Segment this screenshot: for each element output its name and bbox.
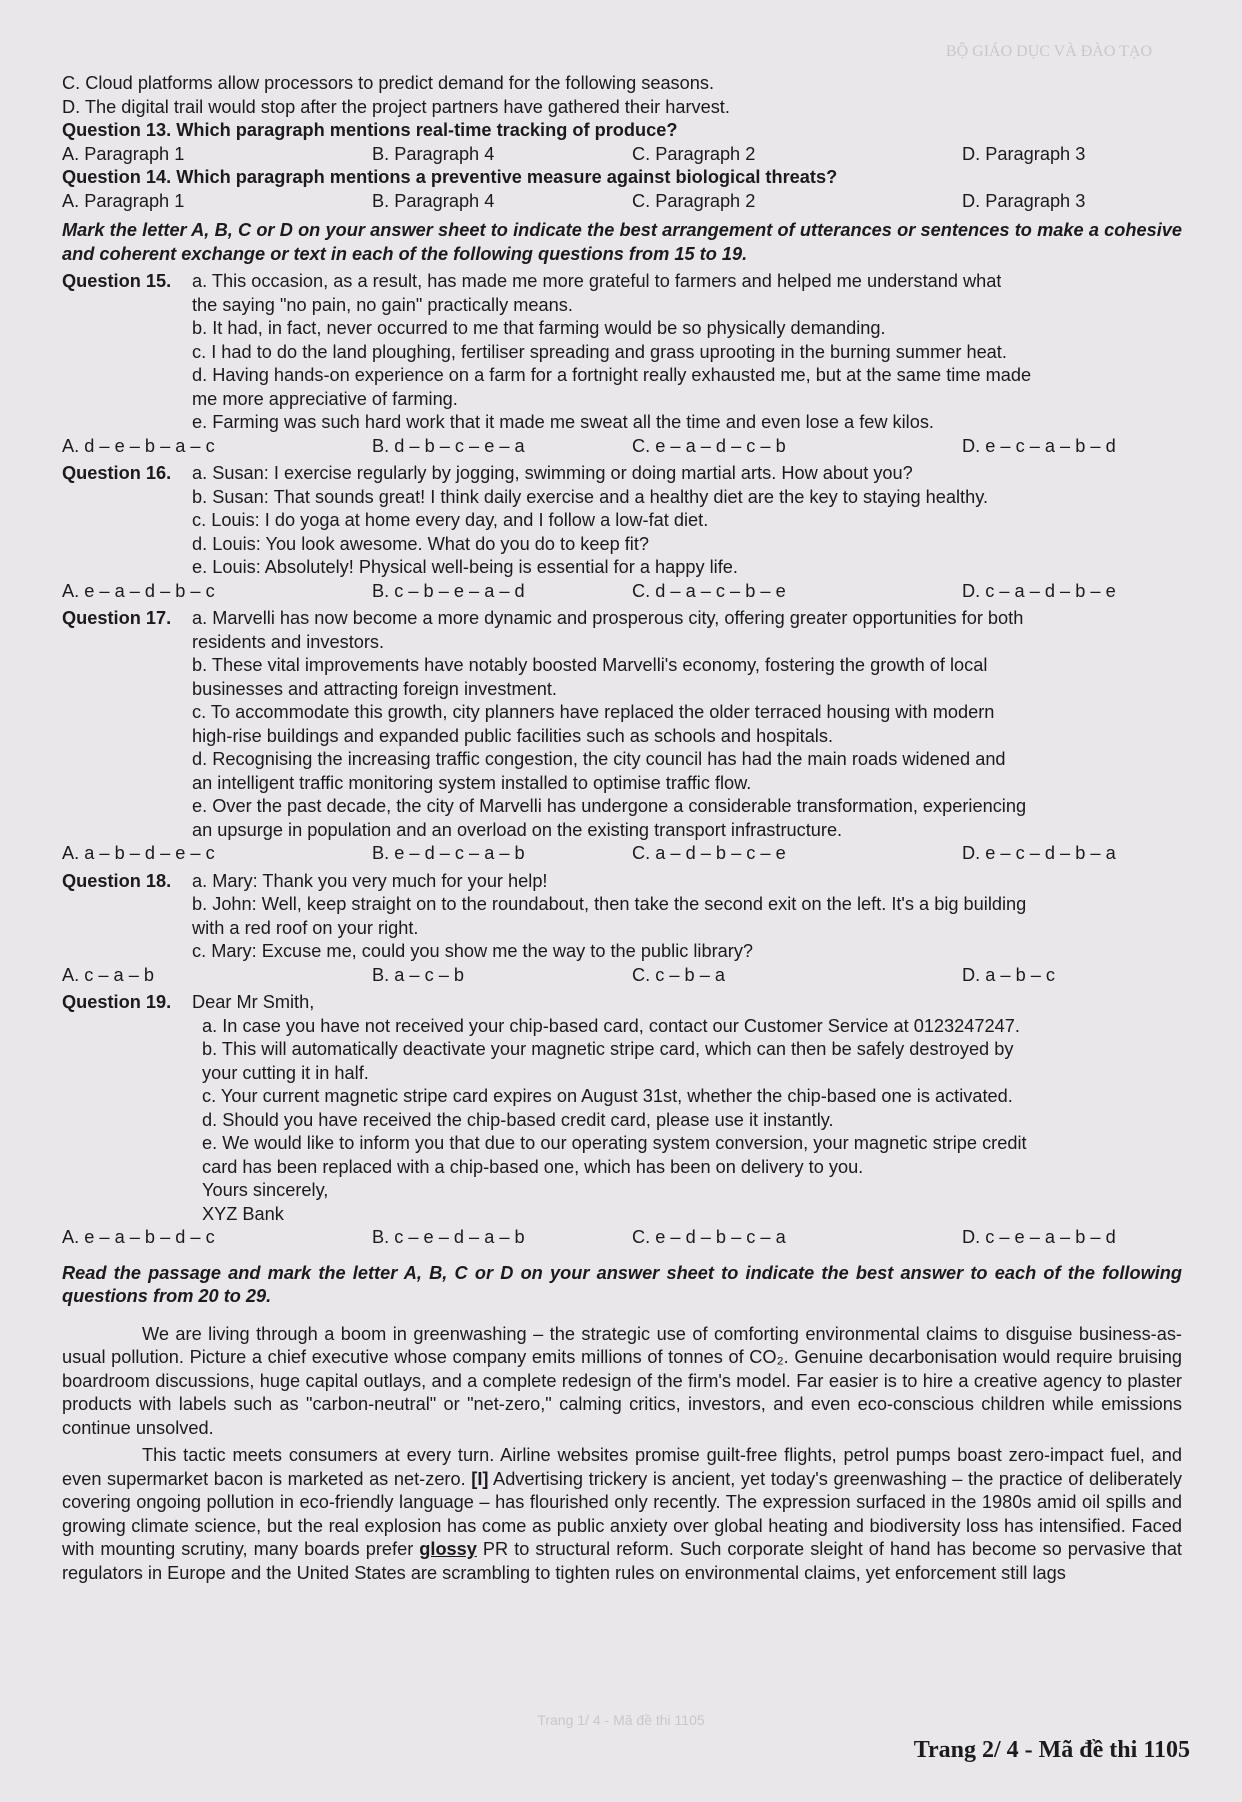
- question-label: Question 18.: [62, 870, 172, 891]
- question-18-options: [62, 964, 1182, 988]
- option-line: D. The digital trail would stop after the project partners have gathered their harvest.: [62, 96, 730, 117]
- option-d[interactable]: D. Paragraph 3: [962, 190, 1086, 211]
- sentence-line: me more appreciative of farming.: [192, 388, 458, 409]
- sentence-line: a. This occasion, as a result, has made me more grateful to farmers and helped me understand what: [192, 271, 1002, 291]
- sentence-line: c. To accommodate this growth, city planners have replaced the older terraced housing with modern: [192, 702, 995, 722]
- option-b[interactable]: B. e – d – c – a – b: [372, 843, 525, 863]
- question-17-options: [62, 842, 1182, 866]
- sentence-line: a. In case you have not received your chip-based card, contact our Customer Service at 0123247247.: [202, 1015, 1020, 1036]
- sentence-line: e. Farming was such hard work that it made me sweat all the time and even lose a few kilos.: [192, 412, 934, 432]
- question-19-options: [62, 1226, 1182, 1250]
- passage-text: Advertising trickery is ancient, yet today's greenwashing – the practice of deliberately covering ongoing pollution in eco-friendly language – has flourished only recently. The expression surfaced in the 1980s amid oil spills and growing climate science, but the real explosion has come as public anxiety over global heating and biodiversity loss has intensified. Faced with mounting scrutiny, many boards prefer: [62, 1468, 1183, 1559]
- option-a[interactable]: A. Paragraph 1: [62, 190, 185, 211]
- option-c[interactable]: C. Paragraph 2: [632, 190, 756, 211]
- option-a[interactable]: A. c – a – b: [62, 964, 155, 985]
- sentence-line: d. Louis: You look awesome. What do you do to keep fit?: [192, 533, 650, 554]
- question-14-options: [62, 190, 1182, 214]
- position-marker: [I]: [471, 1468, 489, 1489]
- option-a[interactable]: A. e – a – b – d – c: [62, 1227, 215, 1247]
- question-19: [62, 991, 1182, 1250]
- option-line: C. Cloud platforms allow processors to predict demand for the following seasons.: [62, 73, 715, 93]
- question-label: Question 15.: [62, 271, 172, 291]
- question-16: [62, 462, 1182, 603]
- question-13-stem: Question 13. Which paragraph mentions real-time tracking of produce?: [62, 120, 678, 140]
- option-b[interactable]: B. Paragraph 4: [372, 143, 495, 164]
- letter-signature: XYZ Bank: [202, 1203, 284, 1224]
- sentence-line: e. Over the past decade, the city of Marvelli has undergone a considerable transformation, experiencing: [192, 796, 1027, 816]
- question-16-options: [62, 580, 1182, 604]
- question-13-options: [62, 143, 1182, 167]
- sentence-line: high-rise buildings and expanded public facilities such as schools and hospitals.: [192, 725, 833, 746]
- option-d[interactable]: D. e – c – a – b – d: [962, 435, 1116, 456]
- passage-text: This tactic meets consumers at every turn. Airline websites promise guilt-free flights, petrol pumps boast zero-impact fuel, and even supermarket bacon is marketed as net-zero.: [62, 1445, 1182, 1489]
- option-d[interactable]: D. c – e – a – b – d: [962, 1227, 1116, 1247]
- option-d[interactable]: D. Paragraph 3: [962, 143, 1086, 164]
- letter-greeting: Dear Mr Smith,: [192, 992, 315, 1012]
- option-b[interactable]: B. c – e – d – a – b: [372, 1227, 525, 1247]
- sentence-line: c. Your current magnetic stripe card expires on August 31st, whether the chip-based one is activated.: [202, 1086, 1013, 1106]
- option-d[interactable]: D. c – a – d – b – e: [962, 580, 1116, 601]
- sentence-line: a. Marvelli has now become a more dynamic and prosperous city, offering greater opportunities for both: [192, 608, 1024, 628]
- question-15: [62, 270, 1182, 458]
- question-label: Question 17.: [62, 608, 172, 628]
- sentence-line: e. Louis: Absolutely! Physical well-being is essential for a happy life.: [192, 557, 738, 577]
- question-label: Question 19.: [62, 992, 172, 1012]
- underlined-word: glossy: [419, 1539, 477, 1559]
- sentence-line: residents and investors.: [192, 631, 385, 652]
- option-c[interactable]: C. a – d – b – c – e: [632, 843, 786, 863]
- option-a[interactable]: A. d – e – b – a – c: [62, 435, 215, 456]
- sentence-line: with a red roof on your right.: [192, 917, 419, 938]
- question-15-options: [62, 435, 1182, 459]
- passage-text: PR to structural reform. Such corporate sleight of hand has become so pervasive that regulators in Europe and the United States are scrambling to tighten rules on environmental claims, yet enforcement still lags: [62, 1539, 1182, 1583]
- option-a[interactable]: A. e – a – d – b – c: [62, 580, 215, 601]
- sentence-line: a. Susan: I exercise regularly by jogging, swimming or doing martial arts. How about you?: [192, 463, 913, 483]
- instruction-20-29: Read the passage and mark the letter A, B, C or D on your answer sheet to indicate the best answer to each of the following questions from 20 to 29.: [62, 1262, 1182, 1306]
- sentence-line: businesses and attracting foreign investment.: [192, 678, 557, 699]
- passage-paragraph-2: [62, 1444, 1182, 1585]
- sentence-line: an upsurge in population and an overload on the existing transport infrastructure.: [192, 819, 843, 840]
- sentence-line: b. This will automatically deactivate your magnetic stripe card, which can then be safely destroyed by: [202, 1039, 1014, 1059]
- sentence-line: d. Recognising the increasing traffic congestion, the city council has had the main roads widened and: [192, 749, 1006, 769]
- page-footer: Trang 2/ 4 - Mã đề thi 1105: [913, 1736, 1190, 1763]
- passage-paragraph-1: We are living through a boom in greenwashing – the strategic use of comforting environmental claims to disguise business-as-usual pollution. Picture a chief executive whose company emits millions of tonnes of CO₂. Genuine decarbonisation would require bruising boardroom discussions, huge capital outlays, and a complete redesign of the firm's model. Far easier is to hire a creative agency to plaster products with labels such as "carbon-neutral" or "net-zero," calming critics, investors, and even eco-conscious children while emissions continue unsolved.: [62, 1323, 1182, 1438]
- sentence-line: c. Louis: I do yoga at home every day, and I follow a low-fat diet.: [192, 510, 709, 530]
- sentence-line: c. I had to do the land ploughing, fertiliser spreading and grass uprooting in the burning summer heat.: [192, 341, 1007, 362]
- option-c[interactable]: C. Paragraph 2: [632, 143, 756, 164]
- sentence-line: d. Having hands-on experience on a farm for a fortnight really exhausted me, but at the same time made: [192, 365, 1032, 385]
- question-18: [62, 870, 1182, 988]
- option-d[interactable]: D. a – b – c: [962, 964, 1056, 985]
- question-label: Question 16.: [62, 463, 172, 483]
- question-17: [62, 607, 1182, 866]
- option-b[interactable]: B. c – b – e – a – d: [372, 580, 525, 601]
- sentence-line: e. We would like to inform you that due to our operating system conversion, your magnetic stripe credit: [202, 1133, 1027, 1153]
- sentence-line: your cutting it in half.: [202, 1062, 369, 1083]
- faint-footer: Trang 1/ 4 - Mã đề thi 1105: [537, 1711, 705, 1728]
- option-b[interactable]: B. Paragraph 4: [372, 190, 495, 211]
- sentence-line: b. Susan: That sounds great! I think daily exercise and a healthy diet are the key to staying healthy.: [192, 486, 989, 507]
- question-14-stem: Question 14. Which paragraph mentions a preventive measure against biological threats?: [62, 167, 838, 187]
- option-c[interactable]: C. e – d – b – c – a: [632, 1227, 786, 1247]
- sentence-line: the saying "no pain, no gain" practically means.: [192, 294, 573, 315]
- option-a[interactable]: A. a – b – d – e – c: [62, 843, 215, 863]
- sentence-line: a. Mary: Thank you very much for your help!: [192, 870, 548, 891]
- option-d[interactable]: D. e – c – d – b – a: [962, 843, 1116, 863]
- faint-header: BỘ GIÁO DỤC VÀ ĐÀO TẠO: [945, 43, 1152, 60]
- sentence-line: an intelligent traffic monitoring system installed to optimise traffic flow.: [192, 772, 752, 793]
- sentence-line: b. John: Well, keep straight on to the roundabout, then take the second exit on the left. It's a big building: [192, 894, 1027, 914]
- option-c[interactable]: C. d – a – c – b – e: [632, 580, 786, 601]
- sentence-line: b. It had, in fact, never occurred to me that farming would be so physically demanding.: [192, 318, 886, 338]
- letter-closing: Yours sincerely,: [202, 1180, 329, 1200]
- sentence-line: card has been replaced with a chip-based one, which has been on delivery to you.: [202, 1156, 864, 1177]
- sentence-line: b. These vital improvements have notably boosted Marvelli's economy, fostering the growth of local: [192, 655, 988, 675]
- sentence-line: d. Should you have received the chip-based credit card, please use it instantly.: [202, 1109, 834, 1130]
- option-b[interactable]: B. a – c – b: [372, 964, 465, 985]
- option-c[interactable]: C. c – b – a: [632, 964, 726, 985]
- option-b[interactable]: B. d – b – c – e – a: [372, 435, 525, 456]
- sentence-line: c. Mary: Excuse me, could you show me the way to the public library?: [192, 941, 754, 961]
- option-c[interactable]: C. e – a – d – c – b: [632, 435, 786, 456]
- instruction-15-19: Mark the letter A, B, C or D on your answer sheet to indicate the best arrangement of utterances or sentences to make a cohesive and coherent exchange or text in each of the following questions from 15 to 19.: [62, 220, 1182, 264]
- option-a[interactable]: A. Paragraph 1: [62, 143, 185, 164]
